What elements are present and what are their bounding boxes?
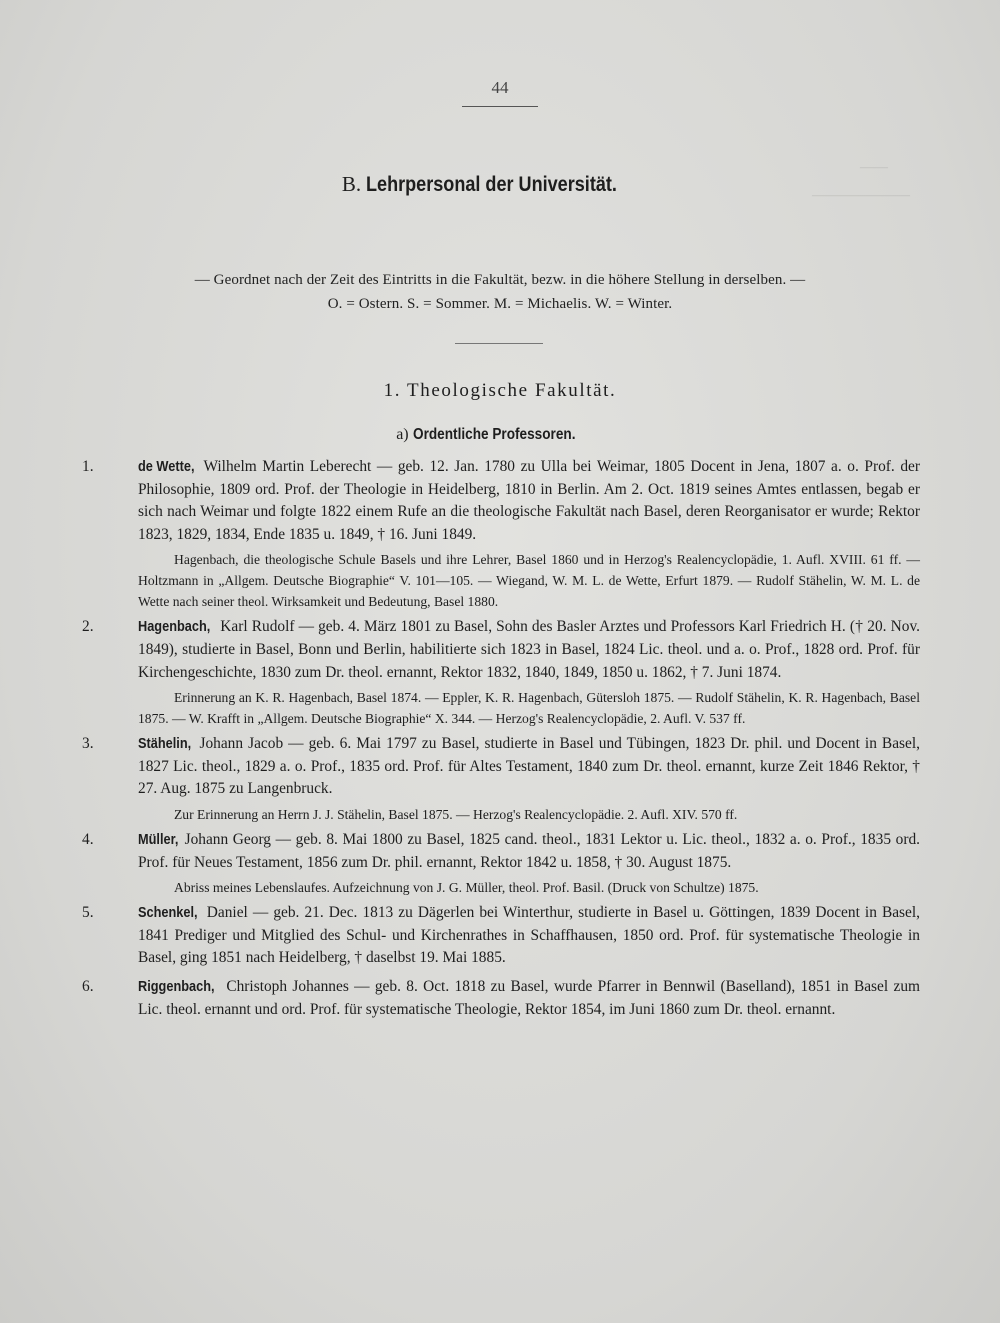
- entry-literature: Zur Erinnerung an Herrn J. J. Stähelin, Basel 1875. — Herzog's Realencyclopädie. 2. Aufl. XIV. 570 ff.: [174, 806, 738, 822]
- entry-number: 4.: [82, 830, 94, 848]
- list-item: [0, 456, 1000, 612]
- list-item: [0, 976, 1000, 1021]
- list-item: [0, 733, 1000, 825]
- entry-literature: Abriss meines Lebenslaufes. Aufzeichnung von J. G. Müller, theol. Prof. Basil. (Druck von Schultze) 1875.: [174, 880, 759, 896]
- subsection-heading: [0, 426, 1000, 444]
- entry-text: Johann Jacob — geb. 6. Mai 1797 zu Basel, studierte in Basel und Tübingen, 1823 Dr. phil. und Docent in Basel, 1827 Lic. theol., 1829 a. o. Prof., 1835 ord. Prof. für Altes Testament, 1840 zum Dr. theol. ernannt, kurze Zeit 1846 Rektor, † 27. Aug. 1875 zu Langenbruck.: [138, 735, 920, 798]
- entry-name: Stähelin,: [138, 736, 192, 753]
- subsection-title: Ordentliche Professoren.: [412, 426, 576, 443]
- entry-name: de Wette,: [138, 459, 195, 475]
- entry-name: Hagenbach,: [138, 619, 211, 636]
- professor-list: [0, 456, 1000, 1021]
- list-item: [0, 616, 1000, 729]
- list-item: [0, 829, 1000, 898]
- entry-name: Müller,: [138, 831, 179, 848]
- entry-body: [0, 733, 1000, 801]
- entry-text: Daniel — geb. 21. Dec. 1813 zu Dägerlen bei Winterthur, studierte in Basel u. Göttingen, 1839 Docent in Basel, 1841 Prediger und Mitglied des Schul- und Kirchenrathes in Schaffhausen, 1850 ord. Prof. für systematische Theologie in Basel, ging 1851 nach Heidelberg, † daselbst 19. Mai 1885.: [138, 904, 920, 967]
- entry-text: Karl Rudolf — geb. 4. März 1801 zu Basel, Sohn des Basler Arztes und Professors Karl Friedrich H. († 20. Nov. 1849), studierte in Basel, Bonn und Berlin, habilitierte sich 1823 in Basel, 1824 Lic. theol. und a. o. Prof., 1828 ord. Prof. für Kirchengeschichte, 1830 zum Dr. theol. ernannt, Rektor 1832, 1840, 1849, 1850 u. 1862, † 7. Juni 1874.: [138, 618, 920, 681]
- section-title: Lehrpersonal der Universität.: [366, 173, 618, 196]
- page-number: 44: [491, 78, 509, 97]
- faculty-heading: 1. Theologische Fakultät.: [383, 380, 617, 401]
- entry-text: Johann Georg — geb. 8. Mai 1800 zu Basel, 1825 cand. theol., 1831 Lektor u. Lic. theol., 1832 a. o. Prof., 1835 ord. Prof. für Neues Testament, 1856 zum Dr. phil. ernannt, Rektor 1842 u. 1858, † 30. August 1875.: [138, 830, 920, 871]
- entry-body: [0, 976, 1000, 1021]
- page-number-rule: [462, 106, 538, 107]
- entry-name: Schenkel,: [138, 905, 198, 922]
- entry-body: [0, 829, 1000, 874]
- entry-number: 5.: [82, 904, 94, 922]
- entry-body: [0, 616, 1000, 684]
- entry-text: Christoph Johannes — geb. 8. Oct. 1818 zu Basel, wurde Pfarrer in Bennwil (Baselland), 1851 in Basel zum Lic. theol. ernannt und ord. Prof. für systematische Theologie, Rektor 1854, im Juni 1860 zum Dr. theol. ernannt.: [138, 977, 920, 1018]
- section-letter: B.: [341, 172, 362, 196]
- entry-literature: Hagenbach, die theologische Schule Basels und ihre Lehrer, Basel 1860 und in Herzog's Realencyclopädie, 1. Aufl. XVIII. 61 ff. — Holtzmann in „Allgem. Deutsche Biographie“ V. 101—105. — Wiegand, W. M. L. de Wette, Erfurt 1879. — Rudolf Stähelin, W. M. L. de Wette nach seiner theol. Wirksamkeit und Bedeutung, Basel 1880.: [138, 552, 920, 610]
- section-heading: [0, 172, 1000, 197]
- entry-number: 6.: [82, 977, 94, 995]
- entry-body: [0, 902, 1000, 970]
- entry-number: 2.: [82, 618, 94, 636]
- bleed-through: ———————: [812, 188, 910, 203]
- entry-number: 3.: [82, 735, 94, 753]
- subsection-prefix: a): [396, 426, 409, 443]
- entry-literature: Erinnerung an K. R. Hagenbach, Basel 1874. — Eppler, K. R. Hagenbach, Gütersloh 1875. — Rudolf Stähelin, K. R. Hagenbach, Basel 1875. — W. Krafft in „Allgem. Deutsche Biographie“ X. 344. — Herzog's Realencyclopädie, 2. Aufl. V. 537 ff.: [138, 690, 920, 727]
- entry-name: Riggenbach,: [138, 978, 215, 995]
- list-item: [0, 902, 1000, 970]
- bleed-through: ——: [860, 160, 888, 175]
- entry-body: [0, 456, 1000, 546]
- ordering-note: — Geordnet nach der Zeit des Eintritts in die Fakultät, bezw. in die höhere Stellung in derselben. —: [194, 272, 806, 288]
- divider: [455, 343, 543, 344]
- entry-number: 1.: [82, 458, 94, 475]
- abbreviations-note: O. = Ostern. S. = Sommer. M. = Michaelis. W. = Winter.: [327, 296, 673, 312]
- entry-text: Wilhelm Martin Leberecht — geb. 12. Jan. 1780 zu Ulla bei Weimar, 1805 Docent in Jena, 1807 a. o. Prof. der Philosophie, 1809 ord. Prof. der Theologie in Heidelberg, 1810 in Berlin. Am 2. Oct. 1819 seines Amtes entlassen, begab er sich nach Weimar und folgte 1822 einem Rufe an die theologische Fakultät nach Basel, deren Reorganisator er wurde; Rektor 1823, 1829, 1834, Ende 1835 u. 1849, † 16. Juni 1849.: [138, 458, 920, 543]
